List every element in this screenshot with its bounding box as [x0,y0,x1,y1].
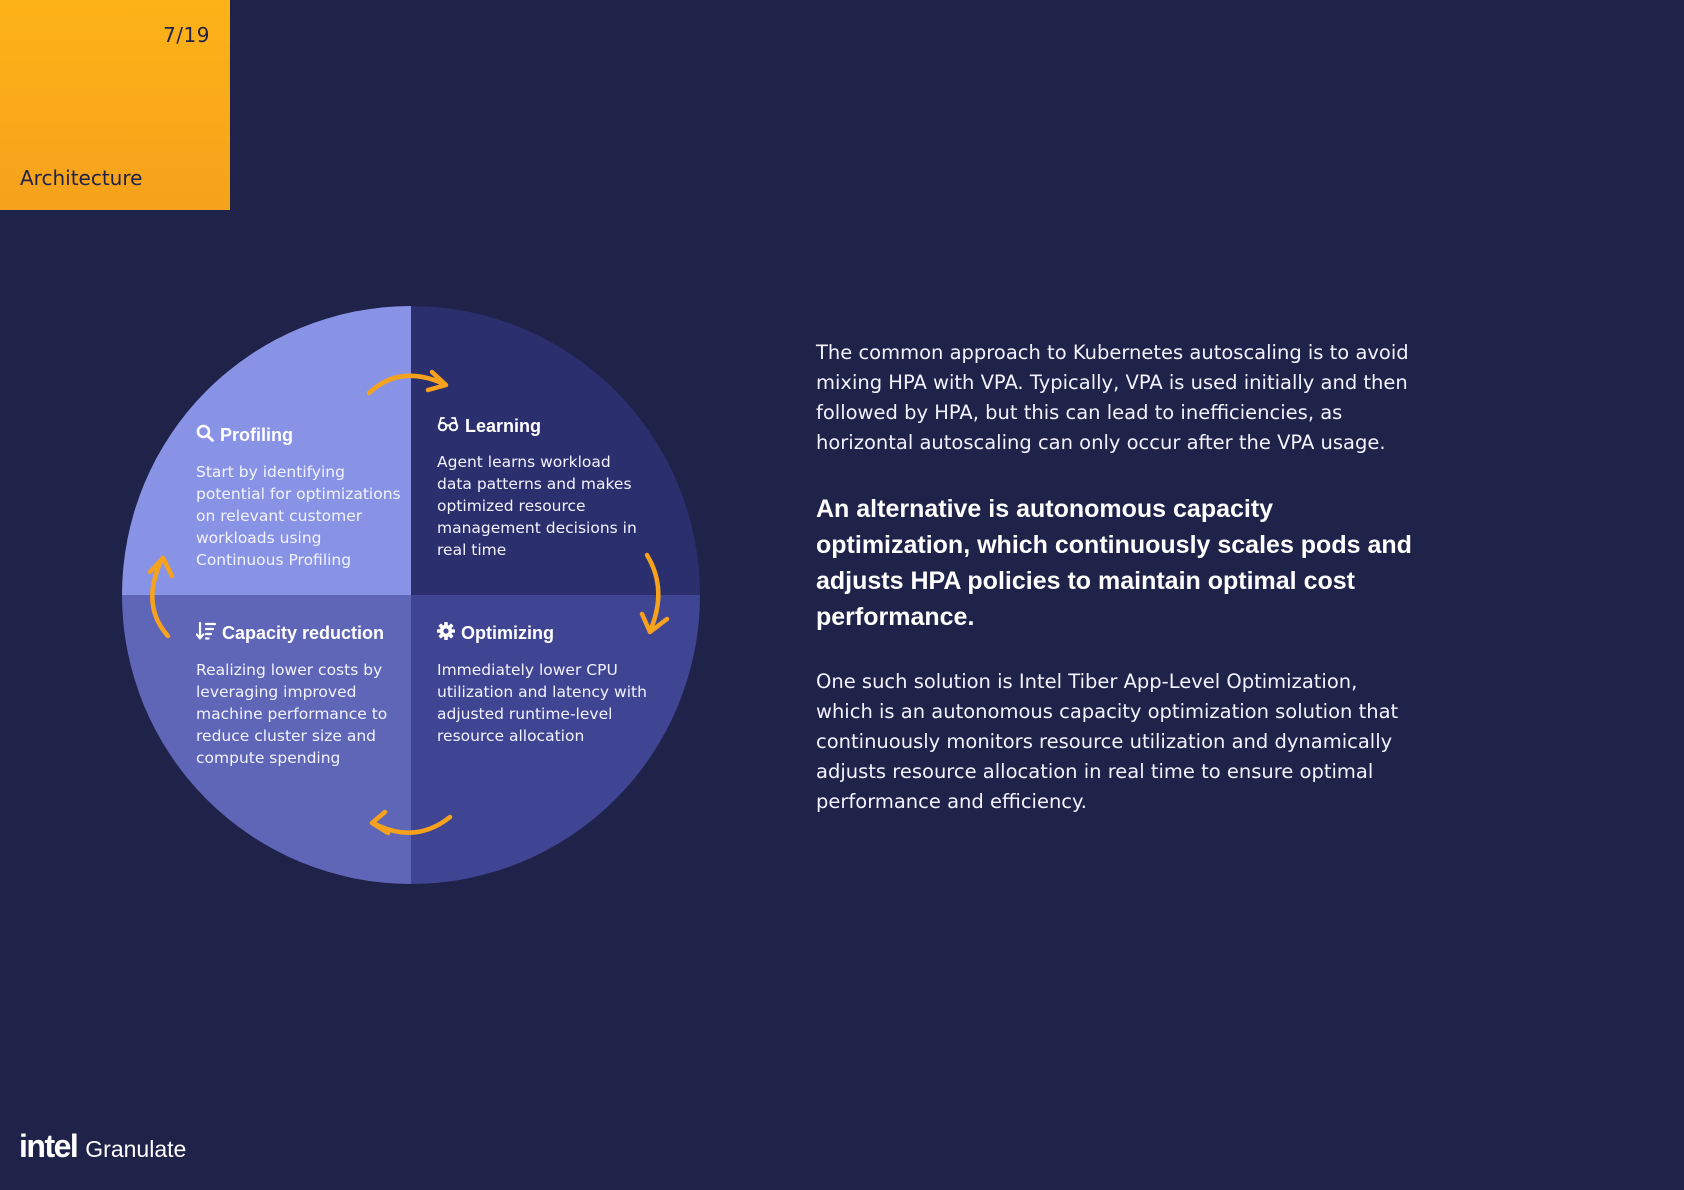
step-profiling [196,424,410,571]
gear-icon [437,622,455,645]
body-copy [816,338,1416,817]
step-description: Agent learns workload data patterns and makes optimized resource management decisions in real time [437,453,637,559]
step-description: Realizing lower costs by leveraging improved machine performance to reduce cluster size and compute spending [196,661,388,767]
step-description: Start by identifying potential for optimizations on relevant customer workloads using Continuous Profiling [196,463,401,569]
solution-paragraph: One such solution is Intel Tiber App-Level Optimization, which is an autonomous capacity optimization solution that continuously monitors resource utilization and dynamically adjusts resource allocation in real time to ensure optimal performance and efficiency. [816,670,1399,813]
step-title: Profiling [220,425,293,445]
logo-intel-wordmark: intel [19,1128,78,1164]
step-title: Learning [465,416,542,436]
cycle-diagram [122,306,700,884]
section-title: Architecture [20,166,143,190]
magnifier-icon [196,424,214,447]
step-title: Capacity reduction [222,623,385,643]
step-learning [437,416,649,561]
intro-paragraph: The common approach to Kubernetes autoscaling is to avoid mixing HPA with VPA. Typically, VPA is used initially and then followed by HPA, but this can lead to inefficiencies, as horizontal autoscaling can only occur after the VPA usage. [816,341,1409,454]
step-description: Immediately lower CPU utilization and latency with adjusted runtime-level resource allocation [437,661,647,745]
section-tab [0,0,230,210]
highlight-paragraph: An alternative is autonomous capacity optimization, which continuously scales pods and adjusts HPA policies to maintain optimal cost performance. [816,495,1412,631]
sort-descending-icon [196,622,216,645]
step-optimizing [437,622,655,747]
page-number: 7/19 [163,23,210,47]
intel-granulate-logo [19,1128,186,1165]
logo-granulate-wordmark: Granulate [85,1136,187,1162]
step-title: Optimizing [461,623,554,643]
glasses-icon [437,416,459,437]
step-capacity-reduction [196,622,406,769]
